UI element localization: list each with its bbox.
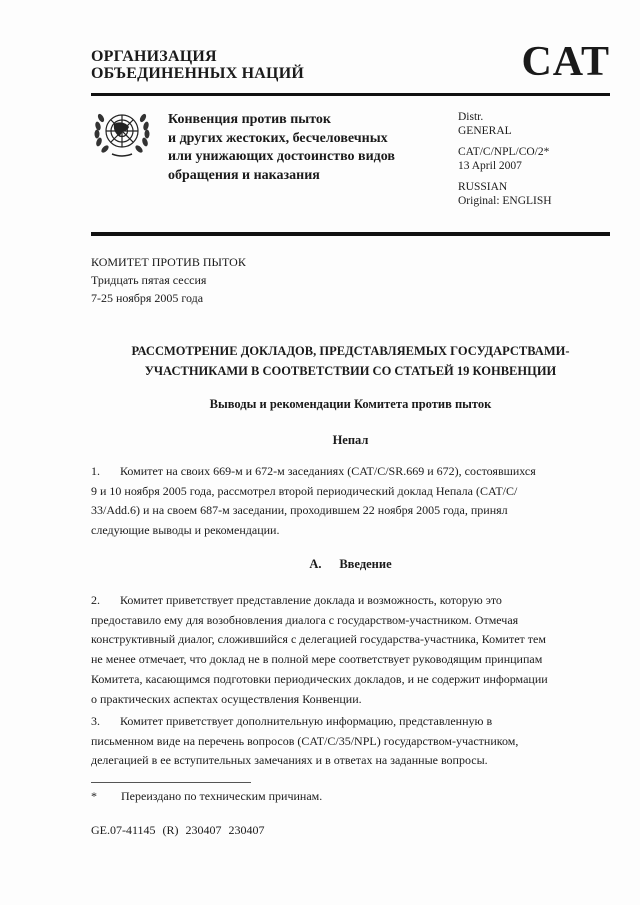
paragraph-line: 9 и 10 ноября 2005 года, рассмотрел второй периодический доклад Непала (CAT/C/ xyxy=(91,483,518,498)
distribution-block xyxy=(458,111,552,208)
paragraph-line: делегацией в ее вступительных замечаниях и в ответах на заданные вопросы. xyxy=(91,753,488,768)
paragraph-line: не менее отмечает, что доклад не в полной мере соответствует руководящим принципам xyxy=(91,652,543,667)
document-symbol: CAT/C/NPL/CO/2* xyxy=(458,146,550,158)
document-date: 13 April 2007 xyxy=(458,159,522,172)
paragraph-line: письменном виде на перечень вопросов (CAT/C/35/NPL) государством-участником, xyxy=(91,733,519,748)
footnote xyxy=(91,788,322,804)
committee-session: Тридцать пятая сессия xyxy=(91,273,207,287)
paragraph-line: Комитет приветствует дополнительную информацию, представленную в xyxy=(120,714,493,728)
paragraph-line: Комитет на своих 669-м и 672-м заседаниях (CAT/C/SR.669 и 672), состоявшихся xyxy=(120,464,536,478)
committee-dates: 7-25 ноября 2005 года xyxy=(91,291,204,305)
job-number: GE.07-41145 (R) 230407 230407 xyxy=(91,823,265,837)
paragraph-line: 33/Add.6) и на своем 687-м заседании, проходившем 22 ноября 2005 года, принял xyxy=(91,503,508,518)
footnote-separator xyxy=(91,782,251,783)
paragraph-number: 2. xyxy=(91,593,100,607)
paragraph-2 xyxy=(91,591,610,709)
convention-title xyxy=(168,111,395,185)
document-language: RUSSIAN xyxy=(458,181,508,193)
paragraph-line: о практических аспектах осуществления Конвенции. xyxy=(91,691,362,706)
paragraph-line: Комитет приветствует представление доклада и возможность, которую это xyxy=(120,593,502,607)
footnote-mark: * xyxy=(91,789,97,803)
organization-line-2: ОБЪЕДИНЕННЫХ НАЦИЙ xyxy=(91,65,304,82)
paragraph-number: 3. xyxy=(91,714,100,728)
paragraph-line: конструктивный диалог, сложившийся с делегацией государства-участника, Комитет тем xyxy=(91,632,546,647)
organization-line-1: ОРГАНИЗАЦИЯ xyxy=(91,48,217,65)
paragraph-number: 1. xyxy=(91,464,100,478)
convention-line-2: и других жестоких, бесчеловечных xyxy=(168,130,388,146)
header-bottom-rule xyxy=(91,232,610,236)
document-series-symbol: CAT xyxy=(521,39,610,85)
paragraph-3 xyxy=(91,712,610,771)
main-heading-line-2: УЧАСТНИКАМИ В СООТВЕТСТВИИ СО СТАТЬЕЙ 19 КОНВЕНЦИИ xyxy=(144,364,557,378)
subtitle-heading: Выводы и рекомендации Комитета против пыток xyxy=(209,397,492,411)
section-heading xyxy=(91,554,610,574)
distr-value: GENERAL xyxy=(458,124,512,137)
main-heading xyxy=(91,341,610,381)
convention-line-3: или унижающих достоинство видов xyxy=(168,149,395,164)
committee-name: КОМИТЕТ ПРОТИВ ПЫТОК xyxy=(91,255,246,269)
organization-name xyxy=(91,48,304,82)
un-emblem-icon xyxy=(92,106,152,160)
original-language: Original: ENGLISH xyxy=(458,194,552,207)
paragraph-line: следующие выводы и рекомендации. xyxy=(91,523,280,538)
convention-line-1: Конвенция против пыток xyxy=(168,112,331,127)
header-rule xyxy=(91,93,610,96)
paragraph-1 xyxy=(91,462,610,541)
footnote-text: Переиздано по техническим причинам. xyxy=(121,789,323,803)
convention-line-4: обращения и наказания xyxy=(168,167,320,183)
committee-block xyxy=(91,253,246,307)
main-heading-line-1: РАССМОТРЕНИЕ ДОКЛАДОВ, ПРЕДСТАВЛЯЕМЫХ ГОСУДАРСТВАМИ- xyxy=(131,344,570,358)
paragraph-line: Комитета, касающимся подготовки периодических докладов, и не содержит информации xyxy=(91,671,548,686)
distr-label: Distr. xyxy=(458,111,484,123)
section-title: Введение xyxy=(339,557,392,571)
section-letter: A. xyxy=(309,557,322,571)
paragraph-line: предоставило ему для возобновления диалога с государством-участником. Отмечая xyxy=(91,612,519,627)
country-heading: Непал xyxy=(332,433,369,447)
